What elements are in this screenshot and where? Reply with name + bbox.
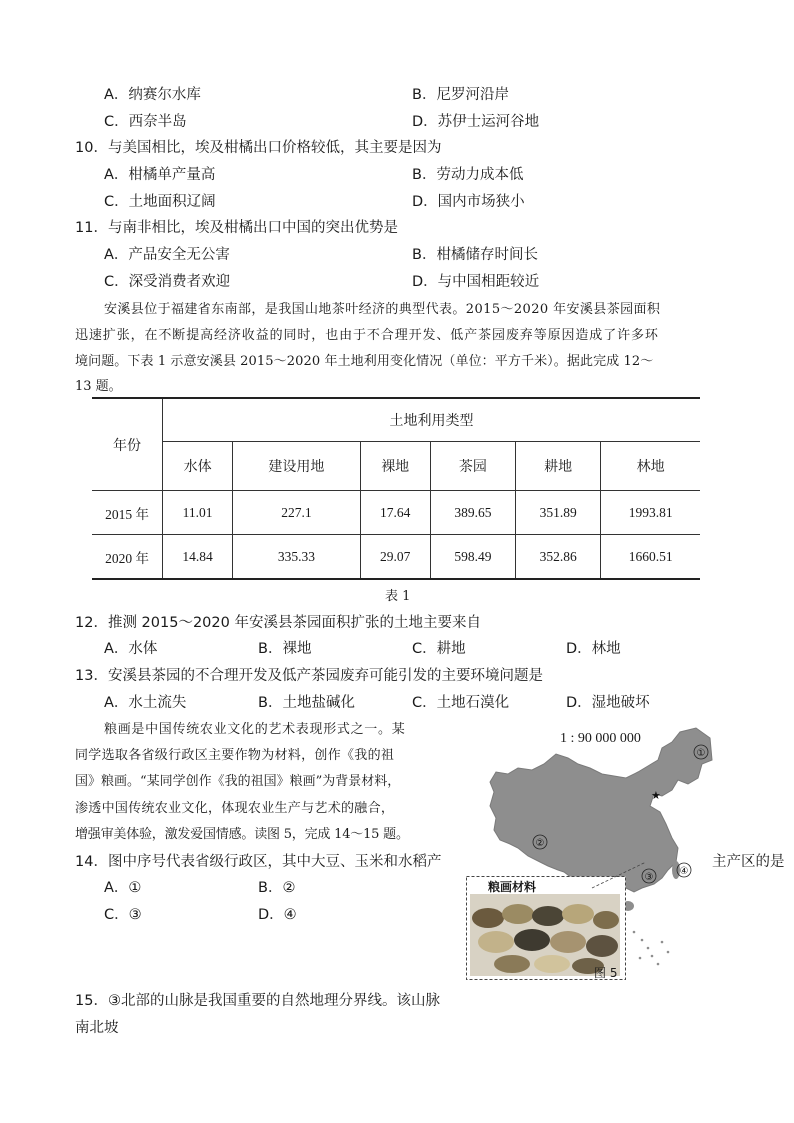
q14-option-a: A．① — [104, 880, 142, 896]
value-cell: 335.33 — [233, 535, 360, 580]
map-label-3: ③ — [644, 872, 654, 883]
q14-option-c: C．③ — [104, 907, 142, 923]
q14-stem-right: 主产区的是 — [712, 854, 785, 870]
passage1-line2: 迅速扩张，在不断提高经济收益的同时，也由于不合理开发、低产茶园废弃等原因造成了许多环 — [75, 328, 659, 343]
value-cell: 352.86 — [516, 535, 601, 580]
passage2-line5: 增强审美体验，激发爱国情感。读图 5，完成 14～15 题。 — [75, 827, 409, 842]
passage1-line3: 境问题。下表 1 示意安溪县 2015～2020 年土地利用变化情况（单位：平方千米）。据此完成 12～ — [75, 354, 654, 369]
value-cell: 351.89 — [516, 491, 601, 535]
passage2-line3: 国》粮画。“某同学创作《我的祖国》粮画”为背景材料， — [75, 774, 401, 789]
table-row — [92, 535, 700, 580]
q11-stem: 11．与南非相比，埃及柑橘出口中国的突出优势是 — [75, 220, 398, 236]
q10-option-c: C．土地面积辽阔 — [104, 194, 216, 210]
value-cell: 11.01 — [163, 491, 233, 535]
passage1-line4: 13 题。 — [75, 379, 122, 394]
value-cell: 17.64 — [360, 491, 430, 535]
q13-option-d: D．湿地破坏 — [566, 695, 650, 711]
q9-option-a: A．纳赛尔水库 — [104, 87, 201, 103]
q12-option-c: C．耕地 — [412, 641, 466, 657]
passage1-line1: 安溪县位于福建省东南部，是我国山地茶叶经济的典型代表。2015～2020 年安溪县茶园面积 — [104, 302, 661, 317]
table-caption: 表 1 — [385, 589, 411, 604]
q9-option-d: D．苏伊士运河谷地 — [412, 114, 540, 130]
q15-stem-line1: 15．③北部的山脉是我国重要的自然地理分界线。该山脉 — [75, 993, 440, 1009]
q15-stem-line2: 南北坡 — [75, 1020, 119, 1036]
q11-option-a: A．产品安全无公害 — [104, 247, 230, 263]
group-header: 土地利用类型 — [163, 398, 701, 442]
col-header: 耕地 — [516, 442, 601, 491]
q12-option-d: D．林地 — [566, 641, 621, 657]
col-header: 水体 — [163, 442, 233, 491]
value-cell: 227.1 — [233, 491, 360, 535]
value-cell: 598.49 — [430, 535, 515, 580]
q10-option-d: D．国内市场狭小 — [412, 194, 525, 210]
passage2-line2: 同学选取各省级行政区主要作物为材料，创作《我的祖 — [75, 748, 395, 763]
q13-stem: 13．安溪县茶园的不合理开发及低产茶园废弃可能引发的主要环境问题是 — [75, 668, 543, 684]
inset-title: 粮画材料 — [488, 880, 537, 894]
q12-stem: 12．推测 2015～2020 年安溪县茶园面积扩张的土地主要来自 — [75, 615, 481, 631]
table-row — [92, 491, 700, 535]
q13-option-b: B．土地盐碱化 — [258, 695, 355, 711]
value-cell: 14.84 — [163, 535, 233, 580]
q12-option-b: B．裸地 — [258, 641, 312, 657]
year-cell: 2020 年 — [92, 535, 163, 580]
col-header: 建设用地 — [233, 442, 360, 491]
col-header: 裸地 — [360, 442, 430, 491]
inset-connector — [590, 860, 650, 890]
year-header: 年份 — [92, 398, 163, 491]
q11-option-d: D．与中国相距较近 — [412, 274, 540, 290]
map-label-2: ② — [535, 838, 545, 849]
land-use-table — [92, 397, 700, 580]
q14-option-b: B．② — [258, 880, 296, 896]
col-header: 林地 — [601, 442, 700, 491]
south-sea-islands — [633, 931, 670, 966]
figure-caption: 图 5 — [594, 966, 618, 980]
map-label-4: ④ — [679, 866, 689, 877]
q11-option-b: B．柑橘储存时间长 — [412, 247, 538, 263]
circled-number: ③ — [128, 907, 142, 923]
value-cell: 1993.81 — [601, 491, 700, 535]
q11-option-c: C．深受消费者欢迎 — [104, 274, 231, 290]
q9-option-c: C．西奈半岛 — [104, 114, 187, 130]
passage2-line4: 渗透中国传统农业文化，体现农业生产与艺术的融合， — [75, 801, 395, 816]
circled-number: ① — [128, 880, 142, 896]
value-cell: 29.07 — [360, 535, 430, 580]
q13-option-c: C．土地石漠化 — [412, 695, 510, 711]
map-label-1: ① — [696, 748, 706, 759]
q12-option-a: A．水体 — [104, 641, 158, 657]
q10-option-b: B．劳动力成本低 — [412, 167, 524, 183]
q13-option-a: A．水土流失 — [104, 695, 187, 711]
map-scale: 1 : 90 000 000 — [560, 731, 641, 746]
circled-number: ② — [282, 880, 296, 896]
passage2-line1: 粮画是中国传统农业文化的艺术表现形式之一。某 — [104, 722, 406, 737]
q14-option-d: D．④ — [258, 907, 297, 923]
circled-number: ④ — [283, 907, 297, 923]
q10-stem: 10．与美国相比，埃及柑橘出口价格较低，其主要是因为 — [75, 140, 442, 156]
value-cell: 1660.51 — [601, 535, 700, 580]
q9-option-b: B．尼罗河沿岸 — [412, 87, 509, 103]
capital-star-icon: ★ — [651, 789, 661, 802]
q14-stem-left: 14．图中序号代表省级行政区，其中大豆、玉米和水稻产 — [75, 854, 442, 870]
year-cell: 2015 年 — [92, 491, 163, 535]
value-cell: 389.65 — [430, 491, 515, 535]
col-header: 茶园 — [430, 442, 515, 491]
q10-option-a: A．柑橘单产量高 — [104, 167, 216, 183]
